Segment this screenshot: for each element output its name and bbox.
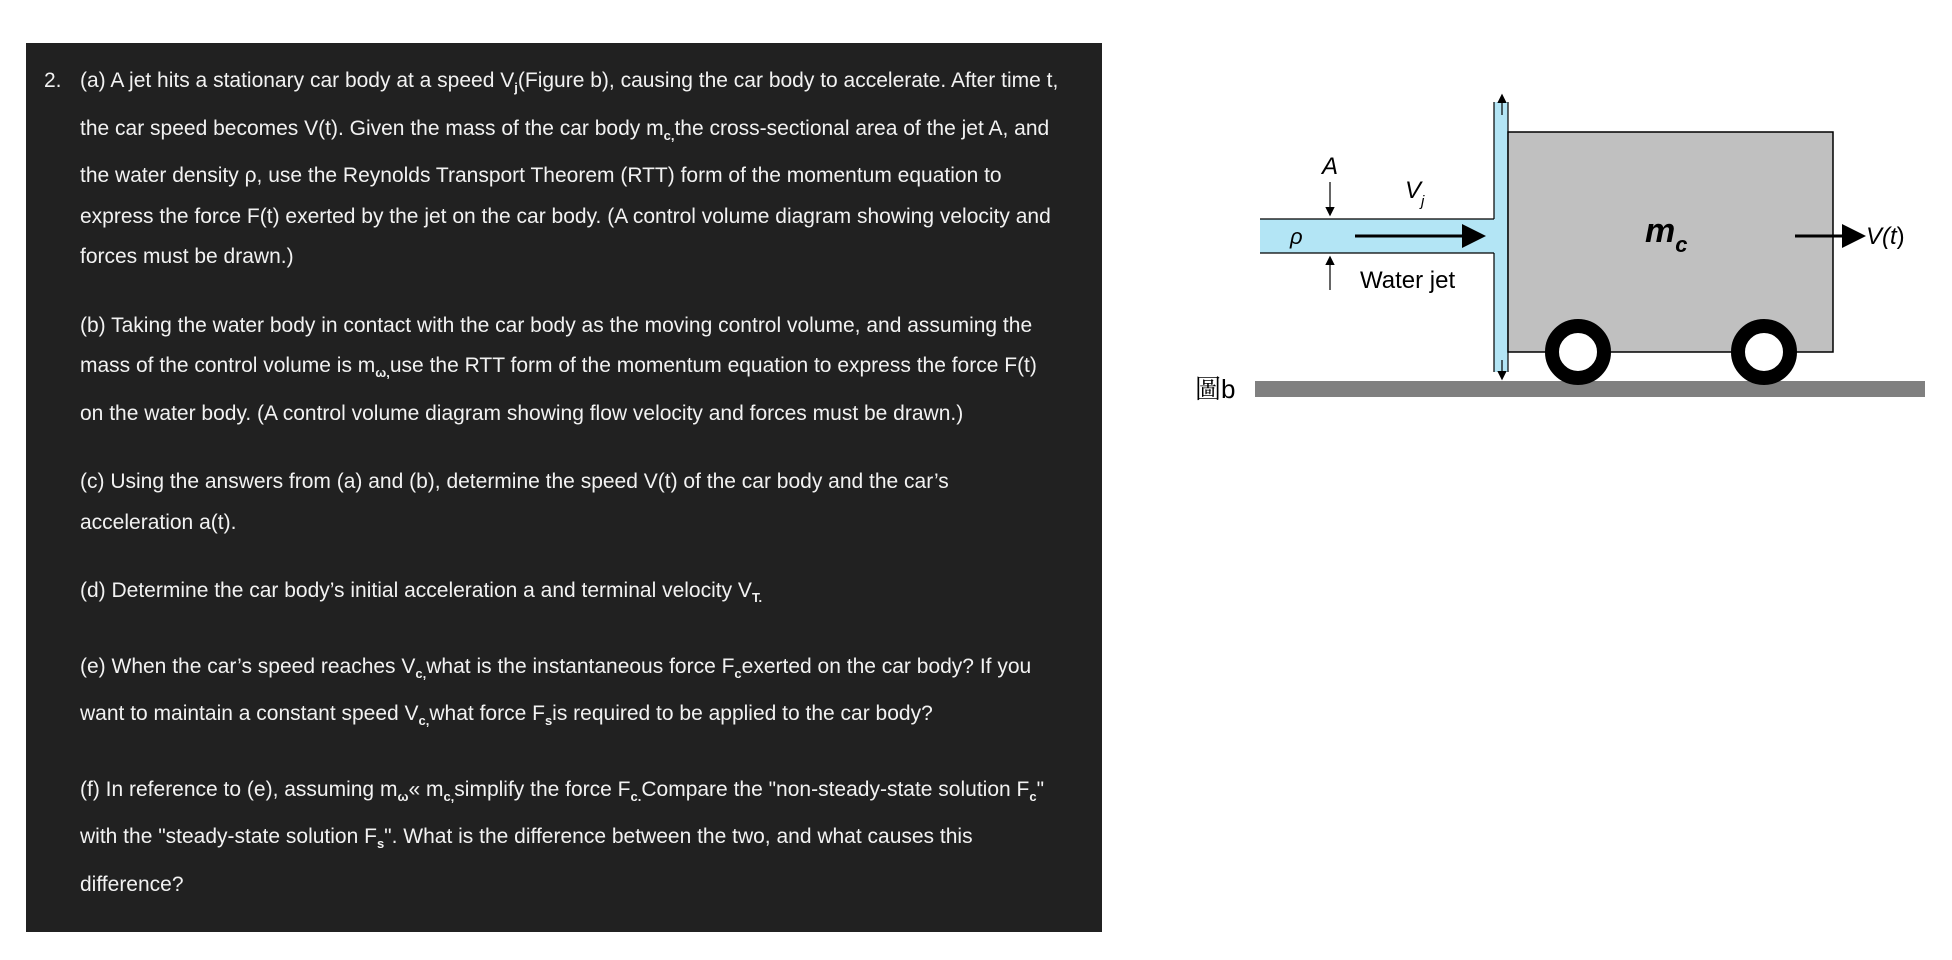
question-body [80, 61, 1062, 905]
question-panel [26, 43, 1102, 932]
part-d-sub-1: T. [751, 590, 763, 605]
label-vt-post: ) [1896, 223, 1905, 250]
part-a-sub-2: c, [663, 127, 675, 143]
part-a-text-3: the cross-sectional area of the jet A, and the water density ρ, use the Reynolds Transport Theorem (RTT) form of the momentum equation to express the force F(t) exerted by the jet on the car body. (A control volume diagram showing velocity and forces must be drawn.) [80, 116, 1051, 268]
label-mc-sub: c [1675, 232, 1688, 257]
part-f-sub-3: c. [630, 788, 642, 804]
figure-b-diagram [1180, 70, 1940, 420]
part-b-text-1: (b) Taking the water body in contact with the car body as the moving control volume, and assuming the mass of the control volume is m [80, 313, 1033, 377]
label-vt-t: t [1890, 223, 1897, 250]
part-f-text-4: Compare the "non-steady-state solution F [641, 777, 1030, 801]
part-f-sub-2: c, [443, 788, 455, 804]
part-e-text-1: (e) When the car’s speed reaches V [80, 654, 416, 678]
label-A: A [1322, 153, 1339, 180]
part-f-sub-4: c [1029, 788, 1037, 804]
figure-caption: 圖b [1195, 374, 1236, 404]
question-number: 2. [44, 69, 62, 92]
part-a [80, 61, 1062, 278]
question-2 [44, 61, 1062, 905]
ground [1255, 381, 1925, 397]
part-c [80, 462, 1062, 543]
part-f-sub-5: s [376, 836, 385, 851]
label-water-jet: Water jet [1360, 267, 1456, 294]
part-e [80, 647, 1062, 742]
part-e-text-4: what force F [429, 702, 545, 725]
part-f-text-1: (f) In reference to (e), assuming m [80, 777, 398, 801]
part-e-sub-2: c [734, 665, 742, 681]
part-f-text-3: simplify the force F [454, 777, 631, 801]
water-sheet [1494, 102, 1508, 372]
part-e-sub-3: c, [418, 713, 430, 728]
part-f-text-2: « m [408, 777, 444, 801]
part-a-text-2: (Figure b), causing the car body to accelerate. After time t, the car speed becomes V(t). Given the mass of the car body m [80, 69, 1059, 140]
part-b [80, 306, 1062, 435]
part-f-sub-1: ω [397, 788, 409, 804]
part-f-text-6: ". What is the difference between the two, and what causes this difference? [80, 825, 973, 896]
part-b-sub-1: ω, [375, 365, 390, 380]
part-c-text-1: (c) Using the answers from (a) and (b), determine the speed V(t) of the car body and the car’s acceleration a(t). [80, 470, 949, 534]
label-vt-pre: V( [1866, 223, 1890, 250]
label-vj-sub: j [1421, 193, 1425, 210]
part-e-sub-1: c, [415, 665, 427, 681]
part-e-text-5: is required to be applied to the car body? [552, 702, 933, 725]
part-e-text-3: exerted on the car body? If you want to maintain a constant speed V [80, 654, 1032, 725]
part-d-text-1: (d) Determine the car body’s initial acceleration a and terminal velocity V [80, 579, 752, 602]
label-rho: ρ [1290, 224, 1303, 249]
label-Vj [1405, 177, 1425, 210]
car-wheel-front [1552, 326, 1604, 378]
part-f-text-5: " with the "steady-state solution F [80, 777, 1045, 848]
label-Vt [1866, 223, 1905, 250]
car-wheel-rear [1738, 326, 1790, 378]
label-vj-main: V [1405, 177, 1422, 204]
part-b-text-2: use the RTT form of the momentum equation to express the force F(t) on the water body. (A control volume diagram showing flow velocity and forces must be drawn.) [80, 354, 1037, 425]
part-e-sub-4: s [544, 713, 553, 728]
part-e-text-2: what is the instantaneous force F [426, 654, 735, 678]
label-mc-main: m [1645, 212, 1676, 250]
part-d [80, 571, 1062, 619]
part-a-sub-1: j [514, 80, 518, 95]
part-a-text-1: (a) A jet hits a stationary car body at a speed V [80, 69, 515, 92]
part-f [80, 770, 1062, 906]
